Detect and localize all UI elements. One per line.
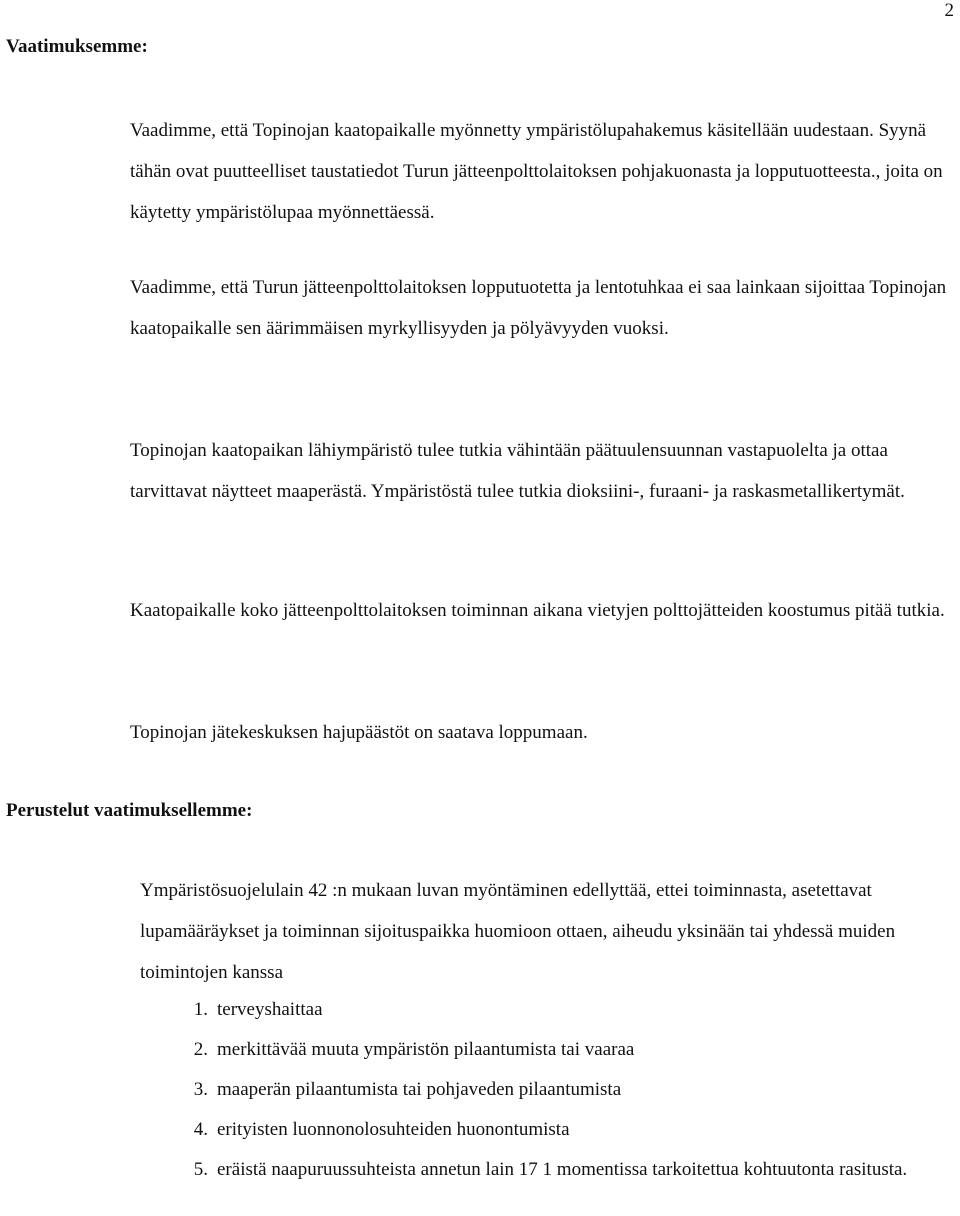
- list-item-number: 3.: [193, 1079, 208, 1100]
- list-item-number: 5.: [193, 1159, 208, 1180]
- conditions-list: [140, 990, 956, 1190]
- paragraph-no-fly-ash: Vaadimme, että Turun jätteenpolttolaitoksen lopputuotetta ja lentotuhkaa ei saa lainkaan sijoittaa Topinojan kaatopaikalle sen äärimmäisen myrkyllisyyden ja pölyävyyden vuoksi.: [130, 277, 947, 339]
- paragraph-odour-emissions: Topinojan jätekeskuksen hajupäästöt on saatava loppumaan.: [130, 722, 588, 743]
- section-heading-requirements: Vaatimuksemme:: [6, 36, 148, 57]
- paragraph-waste-composition: Kaatopaikalle koko jätteenpolttolaitoksen toiminnan aikana vietyjen polttojätteiden koostumus pitää tutkia.: [130, 600, 945, 621]
- list-item: [140, 1070, 956, 1110]
- list-item-number: 4.: [193, 1119, 208, 1140]
- list-item: [140, 1150, 956, 1190]
- list-item: [140, 990, 956, 1030]
- list-item-number: 1.: [193, 999, 208, 1020]
- paragraph-reprocessing: Vaadimme, että Topinojan kaatopaikalle myönnetty ympäristölupahakemus käsitellään uudestaan. Syynä tähän ovat puutteelliset taustatiedot Turun jätteenpolttolaitoksen pohjakuonasta ja lopputuotteesta., joita on käytetty ympäristölupaa myönnettäessä.: [130, 120, 943, 223]
- list-item-text: terveyshaittaa: [217, 999, 323, 1020]
- page-number: 2: [944, 0, 954, 21]
- paragraph-soil-samples: Topinojan kaatopaikan lähiympäristö tulee tutkia vähintään päätuulensuunnan vastapuolelta ja ottaa tarvittavat näytteet maaperästä. Ympäristöstä tulee tutkia dioksiini-, furaani- ja raskasmetallikertymät.: [130, 440, 905, 502]
- list-item-text: merkittävää muuta ympäristön pilaantumista tai vaaraa: [217, 1039, 635, 1060]
- list-item-text: eräistä naapuruussuhteista annetun lain 17 1 momentissa tarkoitettua kohtuutonta rasitusta.: [217, 1159, 908, 1180]
- list-item: [140, 1030, 956, 1070]
- list-item-text: erityisten luonnonolosuhteiden huonontumista: [217, 1119, 570, 1140]
- list-item-text: maaperän pilaantumista tai pohjaveden pilaantumista: [217, 1079, 622, 1100]
- list-item: [140, 1110, 956, 1150]
- paragraph-law-reference: Ympäristösuojelulain 42 :n mukaan luvan myöntäminen edellyttää, ettei toiminnasta, asetettavat lupamääräykset ja toiminnan sijoituspaikka huomioon ottaen, aiheudu yksinään tai yhdessä muiden toimintojen kanssa: [140, 880, 896, 983]
- list-item-number: 2.: [193, 1039, 208, 1060]
- section-heading-justifications: Perustelut vaatimuksellemme:: [6, 800, 253, 821]
